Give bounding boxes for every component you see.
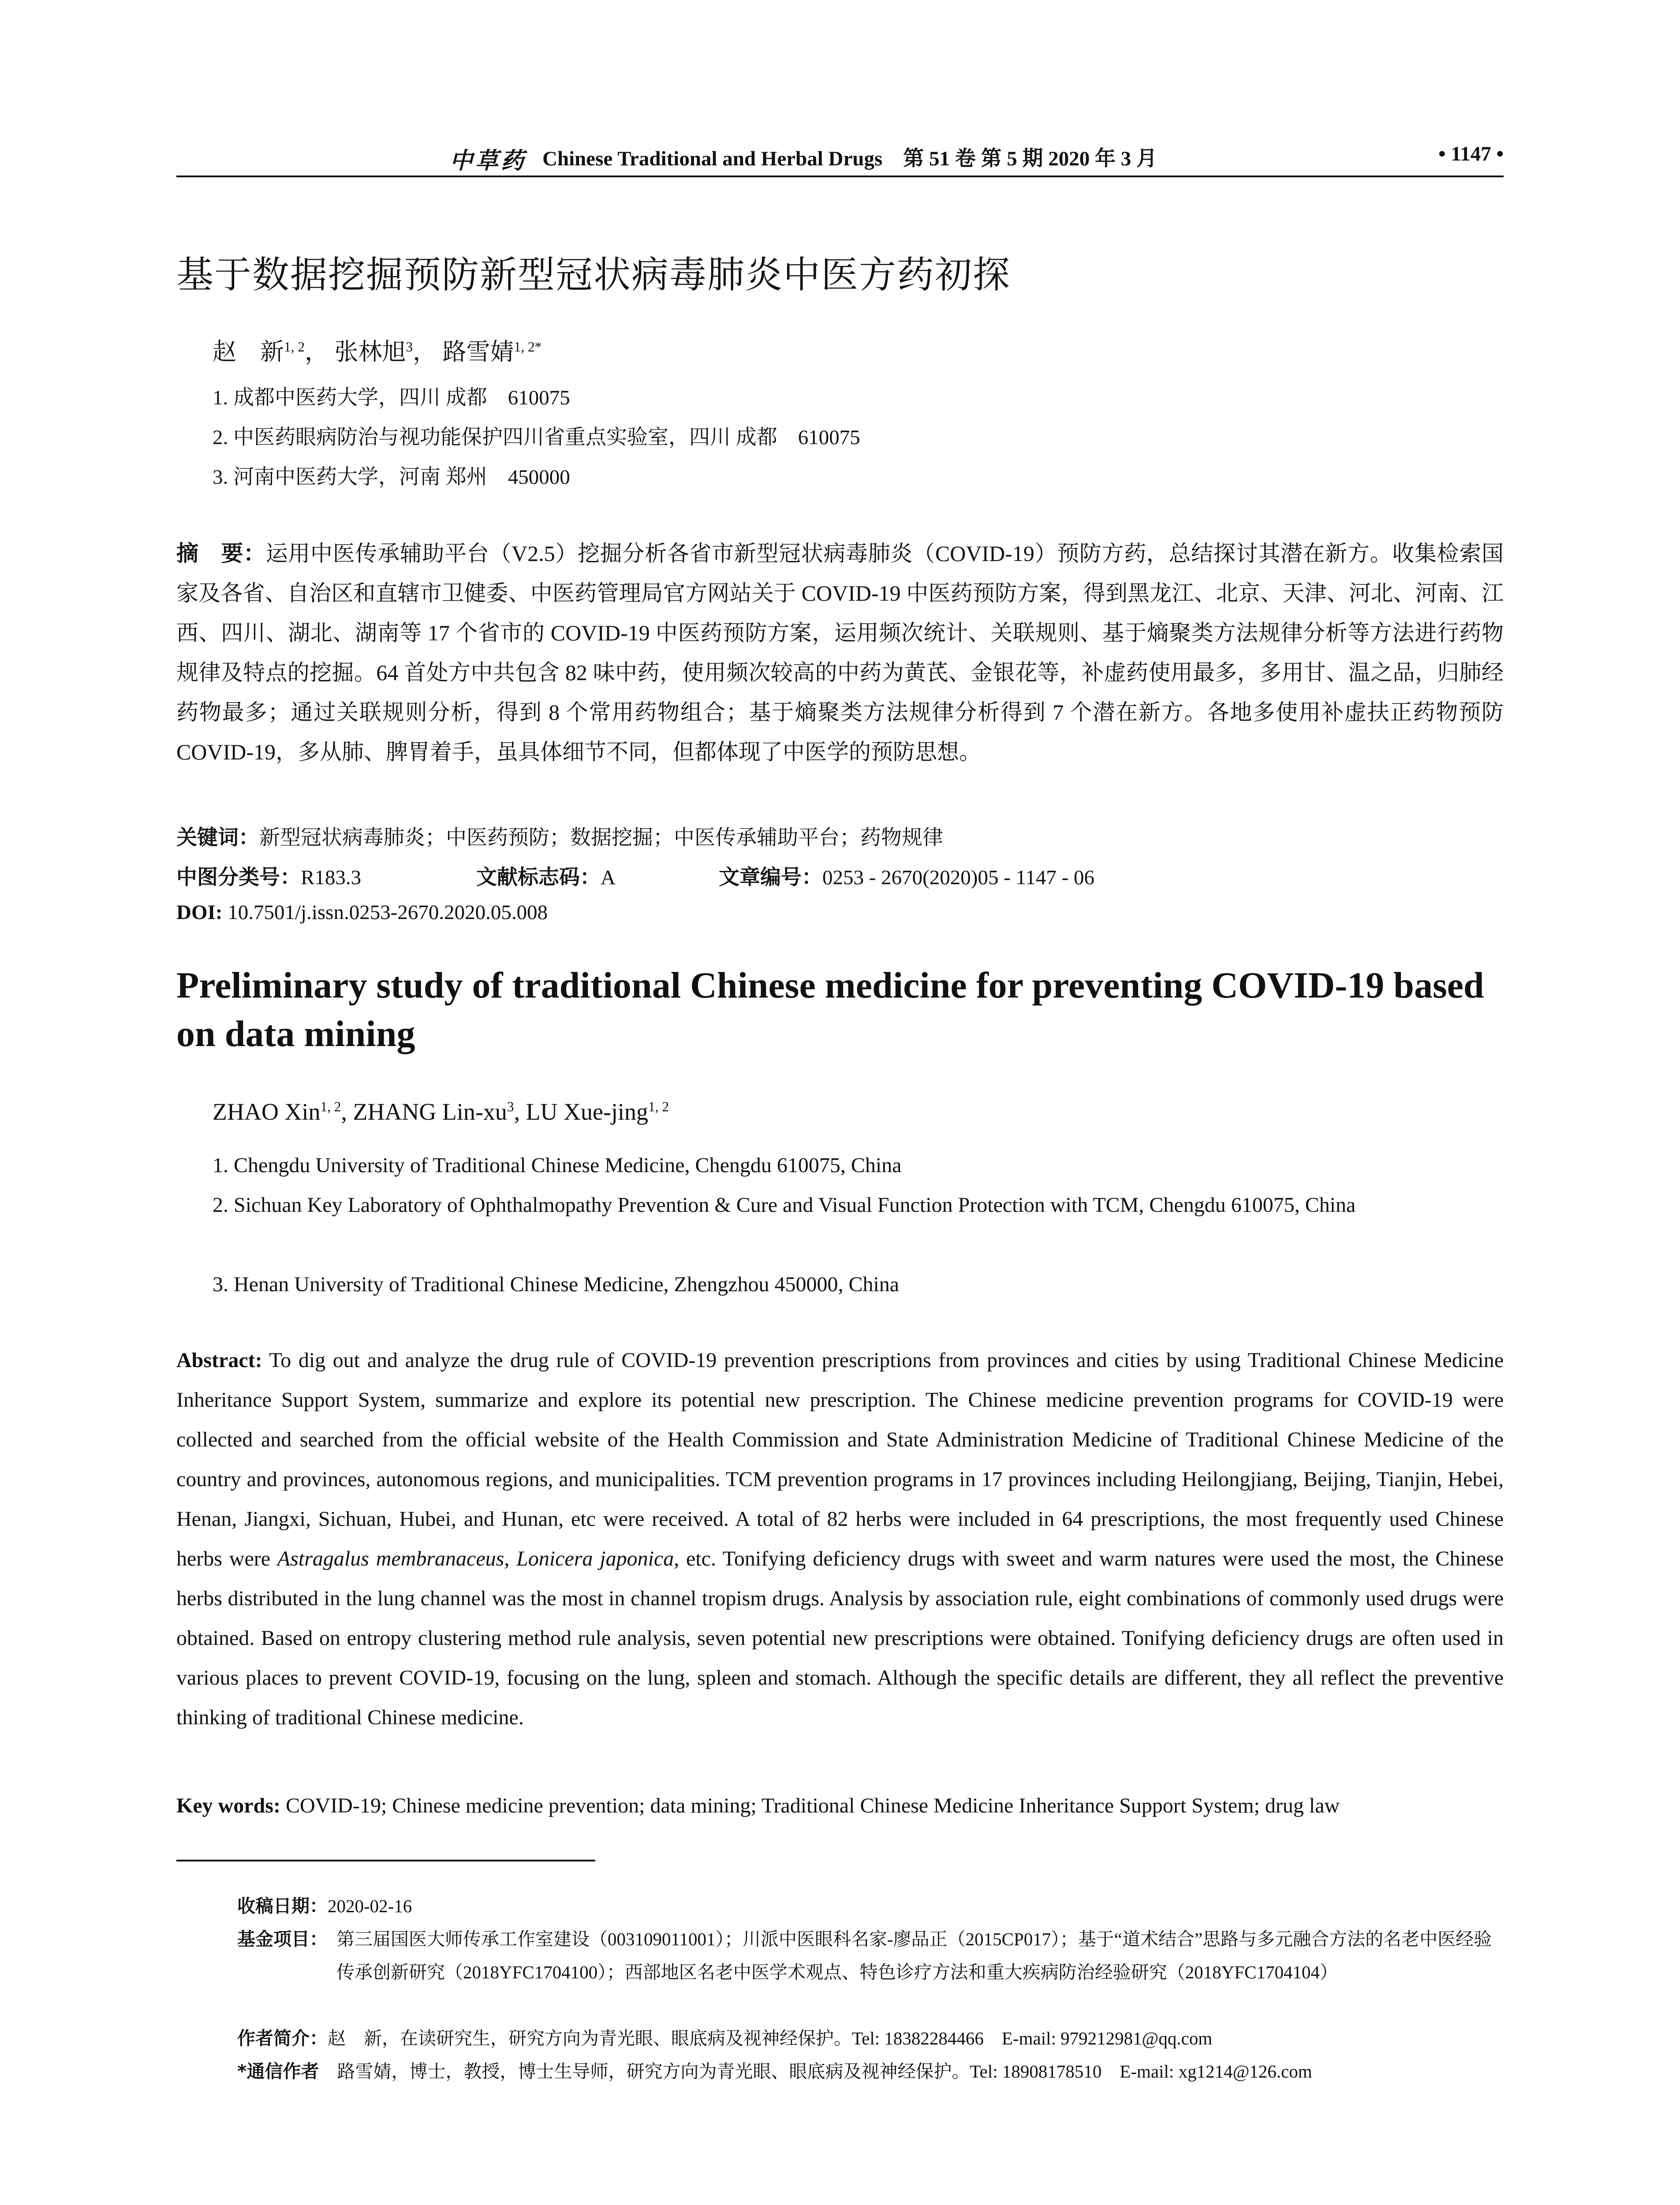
cn-classification-line	[176, 861, 1504, 890]
cn-abstract	[176, 534, 1504, 772]
doc-code-value: A	[601, 866, 616, 889]
doi-value: 10.7501/j.issn.0253-2670.2020.05.008	[228, 901, 548, 924]
journal-logo: 中草药	[450, 148, 527, 174]
corr-text: 路雪婧，博士，教授，博士生导师，研究方向为青光眼、眼底病及视神经保护。Tel: 18908178510 E-mail: xg1214@126.com	[337, 2061, 1312, 2082]
article-no-value: 0253 - 2670(2020)05 - 1147 - 06	[822, 866, 1095, 889]
fund-text: 第三届国医大师传承工作室建设（003109011001）；川派中医眼科名家-廖品正（2015CP017）；基于“道术结合”思路与多元融合方法的名老中医经验传承创新研究（2018YFC1704100）；西部地区名老中医学术观点、特色诊疗方法和重大疾病防治经验研究（2018YFC1704104）	[336, 1929, 1492, 1982]
cn-author-list: 赵 新$^{1, 2}$， 张林旭$^3$， 路雪婧$^{1, 2*}$	[213, 339, 542, 365]
en-keywords-label: Key words:	[176, 1794, 280, 1817]
en-author-name: LU Xue-jing	[526, 1099, 648, 1125]
en-author-list: ZHAO Xin$^{1, 2}$, ZHANG Lin-$xu^3$, LU Xue-jing$^{1, 2}$	[213, 1099, 669, 1125]
cn-affiliation: 1. 成都中医药大学，四川 成都 610075	[213, 386, 570, 409]
cn-keywords-label: 关键词：	[176, 826, 259, 850]
doi-line	[176, 901, 548, 924]
received-value: 2020-02-16	[328, 1896, 412, 1916]
herb-separator: ,	[504, 1547, 517, 1570]
herb-name-lonicera: Lonicera japonica	[516, 1547, 674, 1570]
cn-article-title: 基于数据挖掘预防新型冠状病毒肺炎中医方药初探	[176, 253, 1011, 296]
doc-code-label: 文献标志码：	[476, 865, 601, 889]
bio-label: 作者简介：	[237, 2028, 328, 2049]
en-abstract-label: Abstract:	[176, 1349, 262, 1372]
en-keywords-text: COVID-19; Chinese medicine prevention; data mining; Traditional Chinese Medicine Inheritance Support System; drug law	[285, 1794, 1340, 1817]
cn-author-name: 路雪婧	[442, 339, 514, 365]
clc-value: R183.3	[301, 866, 362, 889]
cn-author-affiliation-mark: 1, 2	[284, 339, 305, 355]
en-affiliation: 3. Henan University of Traditional Chinese Medicine, Zhengzhou 450000, China	[213, 1273, 900, 1296]
bio-text: 赵 新，在读研究生，研究方向为青光眼、眼底病及视神经保护。Tel: 18382284466 E-mail: 979212981@qq.com	[328, 2028, 1213, 2048]
header-rule	[176, 176, 1504, 177]
page-number: • 1147 •	[1438, 142, 1504, 165]
cn-author-affiliation-mark: 3	[406, 339, 413, 355]
running-header	[176, 142, 1504, 173]
cn-affiliation: 3. 河南中医药大学，河南 郑州 450000	[213, 466, 570, 489]
cn-keywords-text: 新型冠状病毒肺炎；中医药预防；数据挖掘；中医传承辅助平台；药物规律	[259, 826, 943, 849]
herb-name-astragalus: Astragalus membranaceus	[277, 1547, 504, 1570]
corr-label: *通信作者	[237, 2061, 319, 2082]
en-author-name: ZHANG Lin-xu	[353, 1099, 507, 1125]
footnote-rule	[176, 1860, 595, 1861]
en-article-title: Preliminary study of traditional Chinese medicine for preventing COVID-19 based on data mining	[176, 965, 1484, 1054]
journal-citation-line: Chinese Traditional and Herbal Drugs 第 51 卷 第 5 期 2020 年 3 月	[542, 147, 1157, 170]
cn-abstract-text: 运用中医传承辅助平台（V2.5）挖掘分析各省市新型冠状病毒肺炎（COVID-19）预防方药，总结探讨其潜在新方。收集检索国家及各省、自治区和直辖市卫健委、中医药管理局官方网站关于 COVID-19 中医药预防方案，得到黑龙江、北京、天津、河北、河南、江西、四川、湖北、湖南等 17 个省市的 COVID-19 中医药预防方案，运用频次统计、关联规则、基于熵聚类方法规律分析等方法进行药物规律及特点的挖掘。64 首处方中共包含 82 味中药，使用频次较高的中药为黄芪、金银花等，补虚药使用最多，多用甘、温之品，归肺经药物最多；通过关联规则分析，得到 8 个常用药物组合；基于熵聚类方法规律分析得到 7 个潜在新方。各地多使用补虚扶正药物预防 COVID-19，多从肺、脾胃着手，虽具体细节不同，但都体现了中医学的预防思想。	[176, 541, 1504, 764]
doi-label: DOI:	[176, 901, 223, 924]
cn-keywords	[176, 821, 943, 851]
en-author-affiliation-mark: 1, 2	[648, 1099, 669, 1114]
en-affiliation: 1. Chengdu University of Traditional Chinese Medicine, Chengdu 610075, China	[213, 1154, 902, 1177]
article-no-label: 文章编号：	[719, 865, 822, 889]
en-affiliation: 2. Sichuan Key Laboratory of Ophthalmopathy Prevention & Cure and Visual Function Protection with TCM, Chengdu 610075, China	[213, 1193, 1356, 1217]
en-abstract	[176, 1341, 1504, 1738]
cn-author-affiliation-mark: 1, 2*	[514, 339, 542, 355]
received-label: 收稿日期：	[237, 1895, 328, 1917]
en-author-name: ZHAO Xin	[213, 1099, 321, 1125]
cn-abstract-label: 摘 要：	[176, 541, 266, 566]
cn-author-name: 赵 新	[213, 339, 284, 365]
cn-affiliation: 2. 中医药眼病防治与视功能保护四川省重点实验室，四川 成都 610075	[213, 426, 860, 449]
cn-author-name: 张林旭	[334, 339, 406, 365]
author-bio	[237, 2022, 1504, 2055]
corresponding-author	[237, 2055, 1504, 2088]
received-date	[237, 1890, 412, 1923]
clc-label: 中图分类号：	[176, 865, 301, 889]
en-abstract-text-part1: To dig out and analyze the drug rule of COVID-19 prevention prescriptions from provinces and cities by using Traditional Chinese Medicine Inheritance Support System, summarize and explore its potential new prescription. The Chinese medicine prevention programs for COVID-19 were collected and searched from the official website of the Health Commission and State Administration Medicine of Traditional Chinese Medicine of the country and provinces, autonomous regions, and municipalities. TCM prevention programs in 17 provinces including Heilongjiang, Beijing, Tianjin, Hebei, Henan, Jiangxi, Sichuan, Hubei, and Hunan, etc were received. A total of 82 herbs were included in 64 prescriptions, the most frequently used Chinese herbs were	[176, 1349, 1504, 1570]
fund-label: 基金项目：	[237, 1928, 328, 1950]
en-author-affiliation-mark: 1, 2	[320, 1099, 341, 1114]
en-abstract-text-part2: , etc. Tonifying deficiency drugs with sweet and warm natures were used the most, the Chinese herbs distributed in the lung channel was the most in channel tropism drugs. Analysis by association rule, eight combinations of commonly used drugs were obtained. Based on entropy clustering method rule analysis, seven potential new prescriptions were obtained. Tonifying deficiency drugs are often used in various places to prevent COVID-19, focusing on the lung, spleen and stomach. Although the specific details are different, they all reflect the preventive thinking of traditional Chinese medicine.	[176, 1547, 1504, 1729]
en-author-affiliation-mark: 3	[507, 1099, 514, 1114]
en-keywords	[176, 1786, 1504, 1826]
